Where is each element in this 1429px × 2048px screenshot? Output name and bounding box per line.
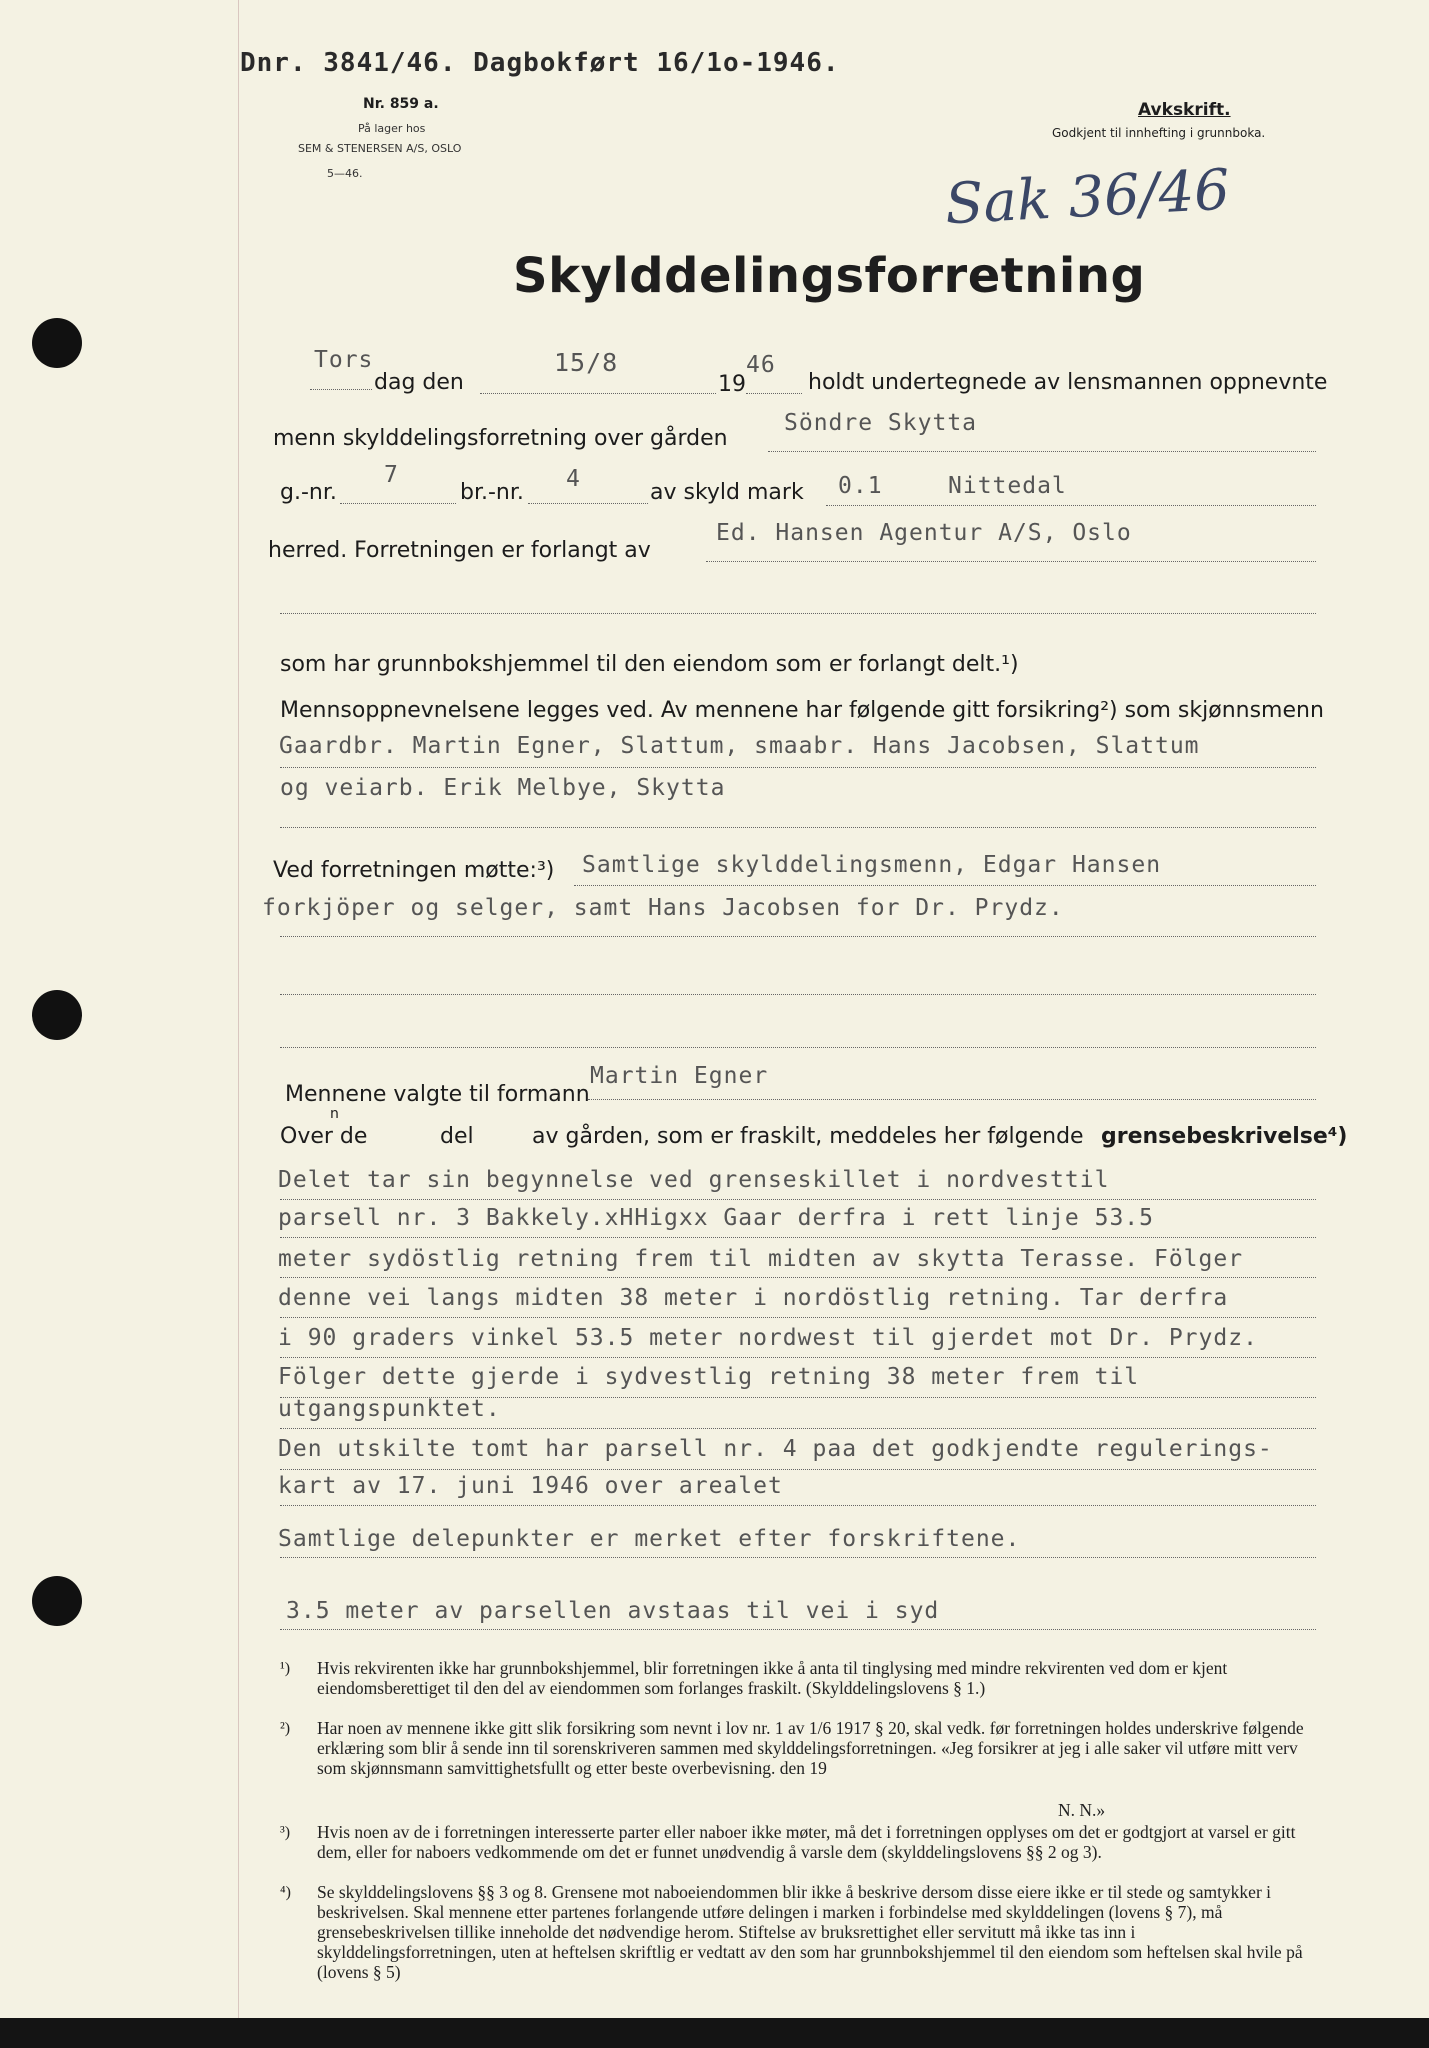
scan-edge [0, 2018, 1429, 2048]
label-motte: Ved forretningen møtte:³) [273, 858, 555, 883]
handwritten-case-ref: Sak 36/46 [943, 157, 1232, 238]
attendees-filled: Samtlige skylddelingsmenn, Edgar Hansen [582, 852, 1162, 878]
punch-hole [32, 990, 82, 1040]
label-av-garden: av gården, som er fraskilt, meddeles her følgende [532, 1124, 1084, 1149]
label-grunnbokshjemmel: som har grunnbokshjemmel til den eiendom som er forlangt delt.¹) [280, 652, 1019, 677]
label-19: 19 [718, 372, 746, 397]
footnote-number: ³) [280, 1824, 291, 1841]
chairman-filled: Martin Egner [590, 1063, 769, 1089]
farm-name-filled: Söndre Skytta [784, 410, 978, 436]
boundary-line: i 90 graders vinkel 53.5 meter nordwest til gjerdet mot Dr. Prydz. [278, 1325, 1258, 1351]
boundary-line: denne vei langs midten 38 meter i nordöstlig retning. Tar derfra [278, 1285, 1229, 1311]
punch-hole [32, 318, 82, 368]
avskrift-label: Avkskrift. [1138, 100, 1231, 120]
date-filled: 15/8 [554, 348, 619, 377]
label-mennsoppnevnelse: Mennsoppnevnelsene legges ved. Av mennene har følgende gitt forsikring²) som skjønnsmenn [280, 698, 1324, 723]
form-number: Nr. 859 a. [363, 96, 439, 112]
margin-line [238, 0, 239, 2048]
men-line: Gaardbr. Martin Egner, Slattum, smaabr. Hans Jacobsen, Slattum [279, 733, 1200, 759]
boundary-line: Samtlige delepunkter er merket efter forskriftene. [278, 1526, 1021, 1552]
document-title: Skylddelingsforretning [513, 248, 1146, 304]
brnr-filled: 4 [566, 466, 581, 492]
boundary-line: parsell nr. 3 Bakkely.xHHigxx Gaar derfra i rett linje 53.5 [278, 1205, 1154, 1231]
footnote-number: ⁴) [280, 1884, 291, 1901]
form-date: 5—46. [327, 167, 363, 180]
municipality-filled: Nittedal [948, 473, 1067, 499]
attendees-filled-2: forkjöper og selger, samt Hans Jacobsen for Dr. Prydz. [262, 895, 1064, 921]
diary-number: Dnr. 3841/46. Dagbokført 16/1o-1946. [240, 48, 840, 78]
label-dag-den: dag den [374, 370, 464, 395]
boundary-line: utgangspunktet. [278, 1396, 501, 1422]
men-line: og veiarb. Erik Melbye, Skytta [280, 775, 726, 801]
gnr-filled: 7 [384, 462, 399, 488]
footnote-text: Se skylddelingslovens §§ 3 og 8. Grensene mot naboeiendommen blir ikke å beskrive dersom disse eiere ikke er til stede og samtykker i beskrivelsen. Skal mennene etter partenes forlangende utføre delingen i marken i forbindelse med skylddelingen (lovens § 7), må grensebeskrivelsen tillike inneholde det nødvendige herom. Stiftelse av bruksrettighet eller servitutt må ikke tas inn i skylddelingsforretningen, uten at heftelsen skriftlig er vedtatt av den som har grunnbokshjemmel til den eiendom som heftelsen skal hvile på (lovens § 5) [317, 1882, 1303, 1982]
publisher-line2: SEM & STENERSEN A/S, OSLO [298, 142, 462, 155]
skyld-filled: 0.1 [838, 473, 883, 499]
boundary-line: 3.5 meter av parsellen avstaas til vei i syd [286, 1598, 940, 1624]
label-formann: Mennene valgte til formann [285, 1082, 590, 1107]
label-skyld: av skyld mark [650, 480, 804, 505]
label-brnr: br.-nr. [460, 480, 524, 505]
footnote-text: Hvis noen av de i forretningen interesserte parter eller naboer ikke møter, må det i forretningen opplyses om det er godtgjort at varsel er gitt dem, eller for naboers vedkommende om det er funnet unødvendig å varsle dem (skylddelingslovens §§ 2 og 3). [317, 1822, 1296, 1862]
year-filled: 46 [746, 352, 776, 378]
boundary-line: Den utskilte tomt har parsell nr. 4 paa det godkjendte regulerings- [278, 1436, 1273, 1462]
boundary-line: kart av 17. juni 1946 over arealet [278, 1473, 783, 1499]
label-herred: herred. Forretningen er forlangt av [268, 538, 651, 563]
footnote-text: Hvis rekvirenten ikke har grunnbokshjemmel, blir forretningen ikke å anta til tinglysing med mindre rekvirenten ved dom er kjent eiendomsberettiget til den del av eiendommen som forlanges fraskilt. (Skylddelingslovens § 1.) [317, 1658, 1228, 1698]
footnote-number: ¹) [280, 1660, 291, 1677]
footnote-signature: N. N.» [1058, 1800, 1106, 1820]
boundary-line: Delet tar sin begynnelse ved grenseskillet i nordvesttil [278, 1167, 1110, 1193]
label-over-de: Over de [280, 1124, 368, 1149]
label-de-n: n [330, 1106, 339, 1122]
footnote-number: ²) [280, 1720, 291, 1737]
punch-hole [32, 1576, 82, 1626]
requester-filled: Ed. Hansen Agentur A/S, Oslo [716, 520, 1132, 546]
boundary-line: meter sydöstlig retning frem til midten av skytta Terasse. Fölger [278, 1246, 1244, 1272]
label-gnr: g.-nr. [280, 480, 337, 505]
approval-note: Godkjent til innhefting i grunnboka. [1052, 126, 1266, 140]
label-grensebeskrivelse: grensebeskrivelse⁴) [1101, 1124, 1348, 1149]
weekday-filled: Tors [314, 347, 374, 373]
boundary-line: Fölger dette gjerde i sydvestlig retning 38 meter frem til [278, 1364, 1140, 1390]
label-del: del [440, 1124, 474, 1149]
publisher-line1: På lager hos [358, 122, 426, 135]
label-over-garden: menn skylddelingsforretning over gården [273, 426, 728, 451]
footnote-text: Har noen av mennene ikke gitt slik forsikring som nevnt i lov nr. 1 av 1/6 1917 § 20, skal vedk. før forretningen holdes underskrive følgende erklæring som blir å sende inn til sorenskriveren sammen med skylddelingsforretningen. «Jeg forsikrer at jeg i alle saker vil utføre mitt verv som skjønnsmann samvittighetsfullt og etter beste overbevisning. den 19 [317, 1718, 1304, 1778]
label-holdt: holdt undertegnede av lensmannen oppnevnte [808, 370, 1328, 395]
